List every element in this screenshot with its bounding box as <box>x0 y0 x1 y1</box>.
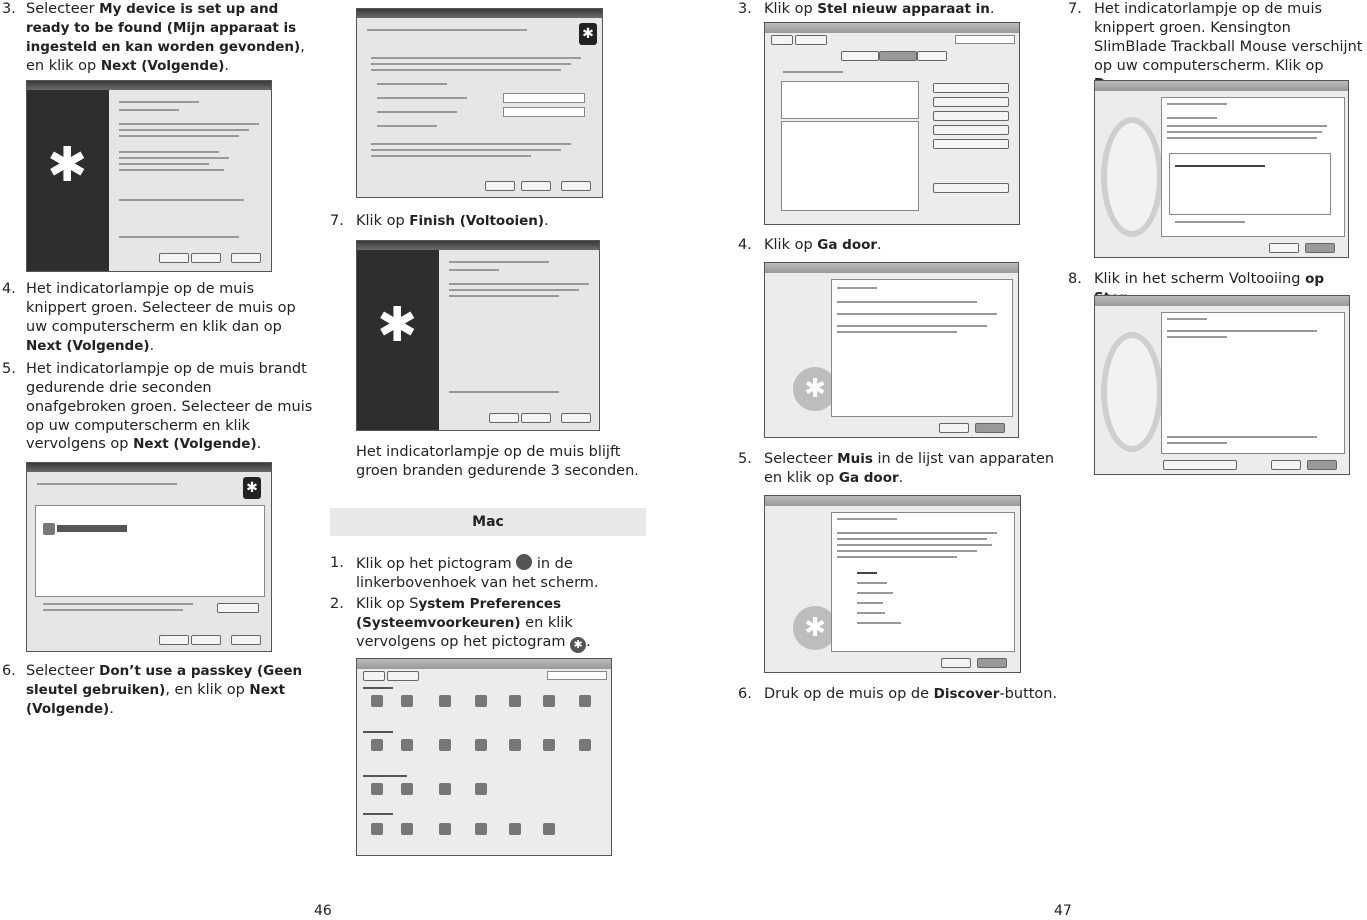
screenshot-system-preferences <box>356 658 612 856</box>
step-7-left: 7. Klik op Finish (Voltooien). <box>330 213 549 229</box>
screenshot-mouse-found <box>1094 80 1349 258</box>
mac-step-2: 2. Klik op System Preferences (Systeemvoorkeuren) en klik vervolgens op het pictogram ✱ . <box>330 596 591 651</box>
bluetooth-icon: ✱ <box>793 367 837 411</box>
screenshot-completion <box>1094 295 1350 475</box>
screenshot-setup-assistant-intro <box>764 262 1019 438</box>
step-5-right: 5. Selecteer Muis in de lijst van apparaten en klik op Ga door. <box>738 451 1055 486</box>
note-indicator: Het indicatorlampje op de muis blijft groen branden gedurende 3 seconden. <box>356 444 639 479</box>
bluetooth-icon: ✱ <box>579 23 597 45</box>
screenshot-select-device-type <box>764 495 1021 673</box>
step-4-left: 4. Het indicatorlampje op de muis knippert groen. Selecteer de muis op uw computerscherm en klik dan op Next (Volgende). <box>2 281 296 354</box>
step-6-right: 6. Druk op de muis op de Discover-button. <box>738 686 1058 702</box>
apple-icon <box>516 554 532 570</box>
step-3-right: 3. Klik op Stel nieuw apparaat in. <box>738 1 995 17</box>
step-8-right: 8. Klik in het scherm Voltooiing op <box>1068 271 1325 287</box>
mac-section-heading: Mac <box>330 508 646 536</box>
screenshot-bluetooth-prefs <box>764 22 1020 225</box>
bluetooth-icon: ✱ <box>377 297 418 353</box>
step-6-left: 6. Selecteer Don’t use a passkey (Geen sleutel gebruiken), en klik op Next (Volgende). <box>2 663 303 717</box>
step-4-right: 4. Klik op Ga door. <box>738 237 882 253</box>
bluetooth-icon: ✱ <box>47 137 88 193</box>
screenshot-passkey <box>356 8 603 198</box>
page-number-right: 47 <box>1054 903 1072 919</box>
bluetooth-icon: ✱ <box>570 637 586 653</box>
page-number-left: 46 <box>314 903 332 919</box>
bluetooth-icon: ✱ <box>243 477 261 499</box>
screenshot-wizard-welcome <box>26 80 272 272</box>
step-7-right: 7. Het indicatorlampje op de muis knippert groen. Kensington SlimBlade Trackball Mouse verschijnt op uw computerscherm. Klik op <box>1068 1 1363 74</box>
step-3-left: 3. Selecteer My device is set up and ready to be found (Mijn apparaat is ingesteld en kan worden gevonden), en klik op Next (Volgende). <box>2 1 305 74</box>
step-5-left: 5. Het indicatorlampje op de muis brandt gedurende drie seconden onafgebroken groen. Selecteer de muis op uw computerscherm en klik vervolgens op Next (Volgende). <box>2 361 313 453</box>
screenshot-wizard-finish <box>356 240 600 431</box>
screenshot-select-device <box>26 462 272 652</box>
mac-step-1: 1. Klik op het pictogram in de linkerbovenhoek van het scherm. <box>330 555 599 591</box>
bluetooth-icon: ✱ <box>793 606 837 650</box>
